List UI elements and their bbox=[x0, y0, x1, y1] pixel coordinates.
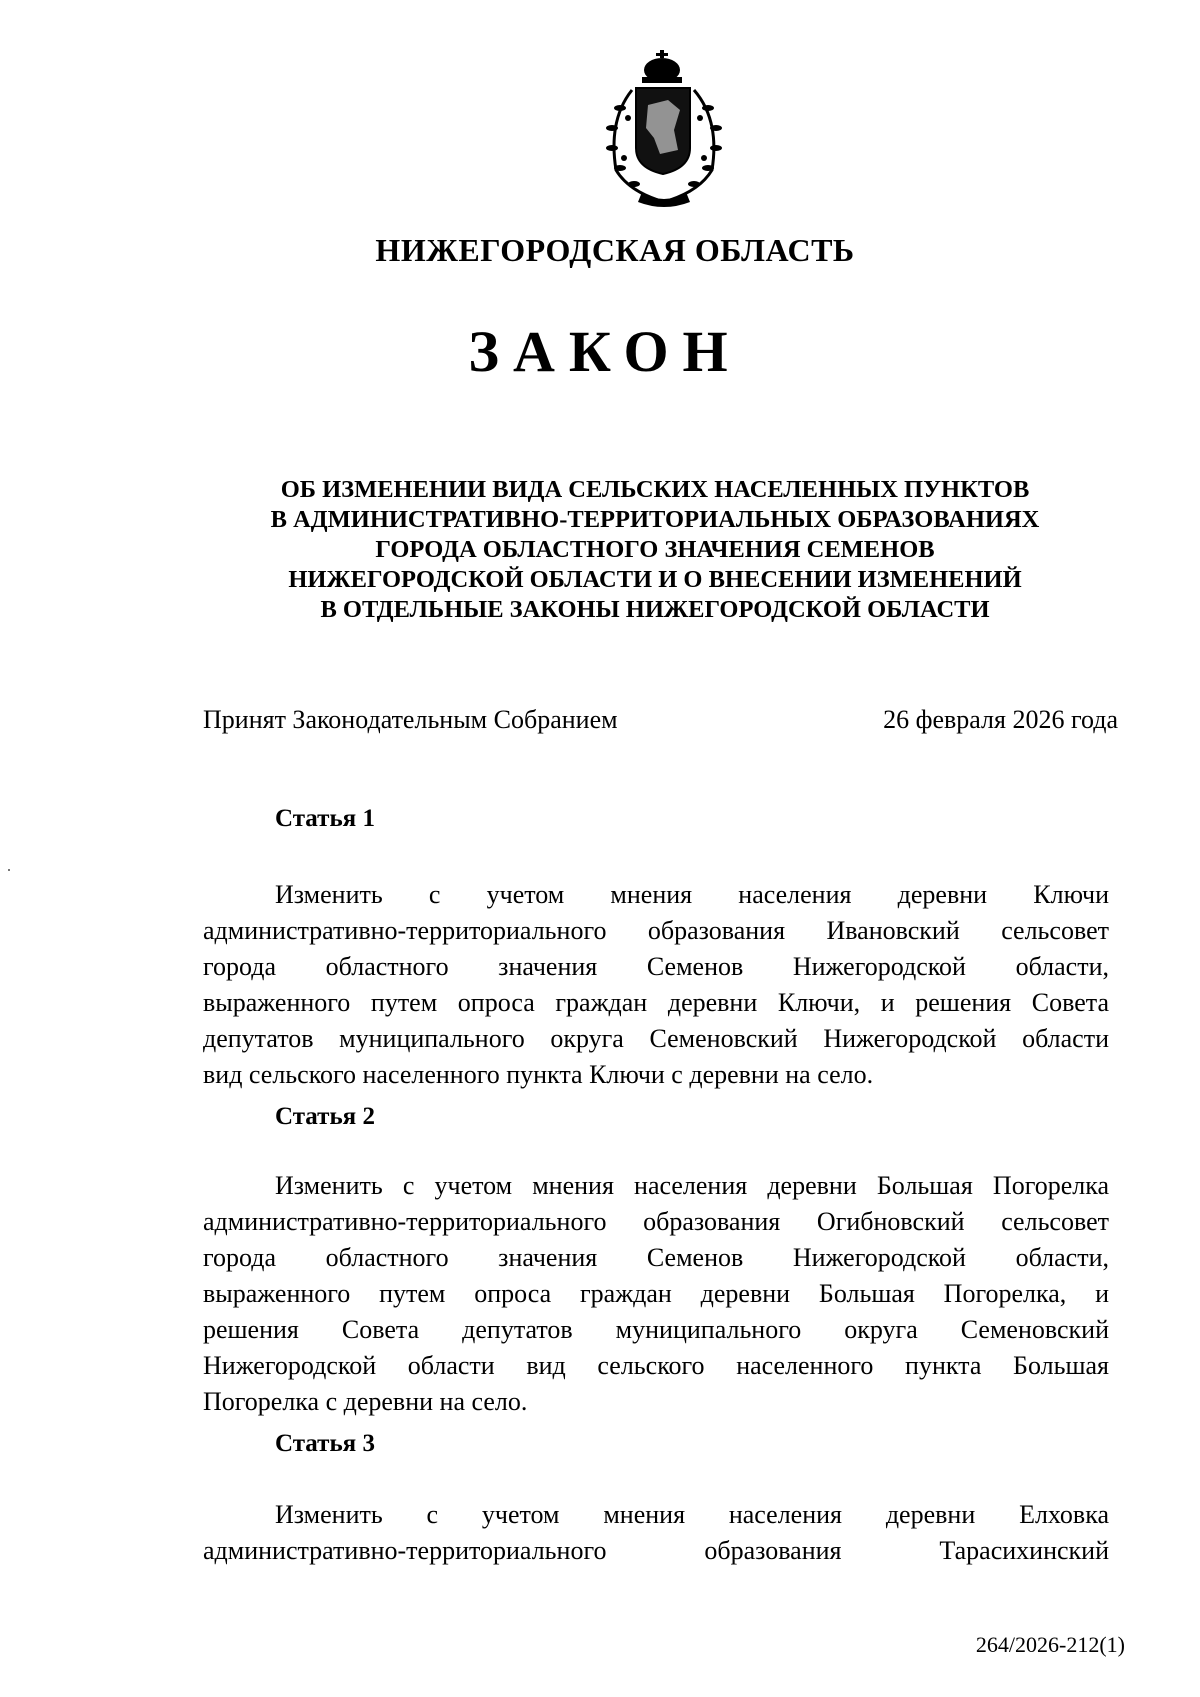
article-text-line: административно-территориального образования Тарасихинский bbox=[203, 1536, 1109, 1565]
law-title-line: ОБ ИЗМЕНЕНИИ ВИДА СЕЛЬСКИХ НАСЕЛЕННЫХ ПУНКТОВ bbox=[280, 476, 1030, 503]
scan-mark bbox=[8, 869, 10, 871]
article-text-line: депутатов муниципального округа Семеновский Нижегородской области bbox=[203, 1024, 1109, 1053]
article-1-heading: Статья 1 bbox=[275, 805, 375, 832]
article-text-line: вид сельского населенного пункта Ключи с деревни на село. bbox=[203, 1060, 874, 1089]
crown-icon bbox=[642, 50, 682, 83]
article-1-text bbox=[203, 877, 1109, 1093]
document-type: ЗАКОН bbox=[468, 319, 742, 384]
article-2-heading: Статья 2 bbox=[275, 1103, 375, 1130]
article-text-line: выраженного путем опроса граждан деревни Большая Погорелка, и bbox=[203, 1279, 1109, 1308]
article-text-line: административно-территориального образования Ивановский сельсовет bbox=[203, 916, 1109, 945]
article-2-text bbox=[203, 1168, 1109, 1420]
law-title-line: ГОРОДА ОБЛАСТНОГО ЗНАЧЕНИЯ СЕМЕНОВ bbox=[375, 536, 935, 563]
article-text-line: Изменить с учетом мнения населения деревни Большая Погорелка bbox=[275, 1171, 1109, 1200]
article-text-line: Нижегородской области вид сельского населенного пункта Большая bbox=[203, 1351, 1109, 1380]
law-title-line: В ОТДЕЛЬНЫЕ ЗАКОНЫ НИЖЕГОРОДСКОЙ ОБЛАСТИ bbox=[320, 596, 990, 623]
document-number: 264/2026-212(1) bbox=[975, 1632, 1125, 1657]
article-text-line: выраженного путем опроса граждан деревни Ключи, и решения Совета bbox=[203, 988, 1109, 1017]
region-name: НИЖЕГОРОДСКАЯ ОБЛАСТЬ bbox=[375, 232, 855, 268]
article-text-line: города областного значения Семенов Нижегородской области, bbox=[203, 952, 1109, 981]
article-text-line: административно-территориального образования Огибновский сельсовет bbox=[203, 1207, 1109, 1236]
law-title bbox=[200, 475, 1110, 625]
adoption-label: Принят Законодательным Собранием bbox=[203, 705, 618, 734]
article-text-line: города областного значения Семенов Нижегородской области, bbox=[203, 1243, 1109, 1272]
adoption-line bbox=[203, 705, 1118, 735]
law-title-line: НИЖЕГОРОДСКОЙ ОБЛАСТИ И О ВНЕСЕНИИ ИЗМЕНЕНИЙ bbox=[288, 566, 1022, 593]
article-text-line: решения Совета депутатов муниципального округа Семеновский bbox=[203, 1315, 1109, 1344]
law-title-line: В АДМИНИСТРАТИВНО-ТЕРРИТОРИАЛЬНЫХ ОБРАЗОВАНИЯХ bbox=[270, 506, 1040, 533]
adoption-date: 26 февраля 2026 года bbox=[883, 705, 1118, 734]
article-text-line: Изменить с учетом мнения населения деревни Елховка bbox=[275, 1500, 1109, 1529]
coat-of-arms-icon bbox=[598, 50, 732, 208]
article-text-line: Изменить с учетом мнения населения деревни Ключи bbox=[275, 880, 1109, 909]
article-3-heading: Статья 3 bbox=[275, 1430, 375, 1457]
article-text-line: Погорелка с деревни на село. bbox=[203, 1387, 528, 1416]
article-3-text bbox=[203, 1497, 1109, 1569]
